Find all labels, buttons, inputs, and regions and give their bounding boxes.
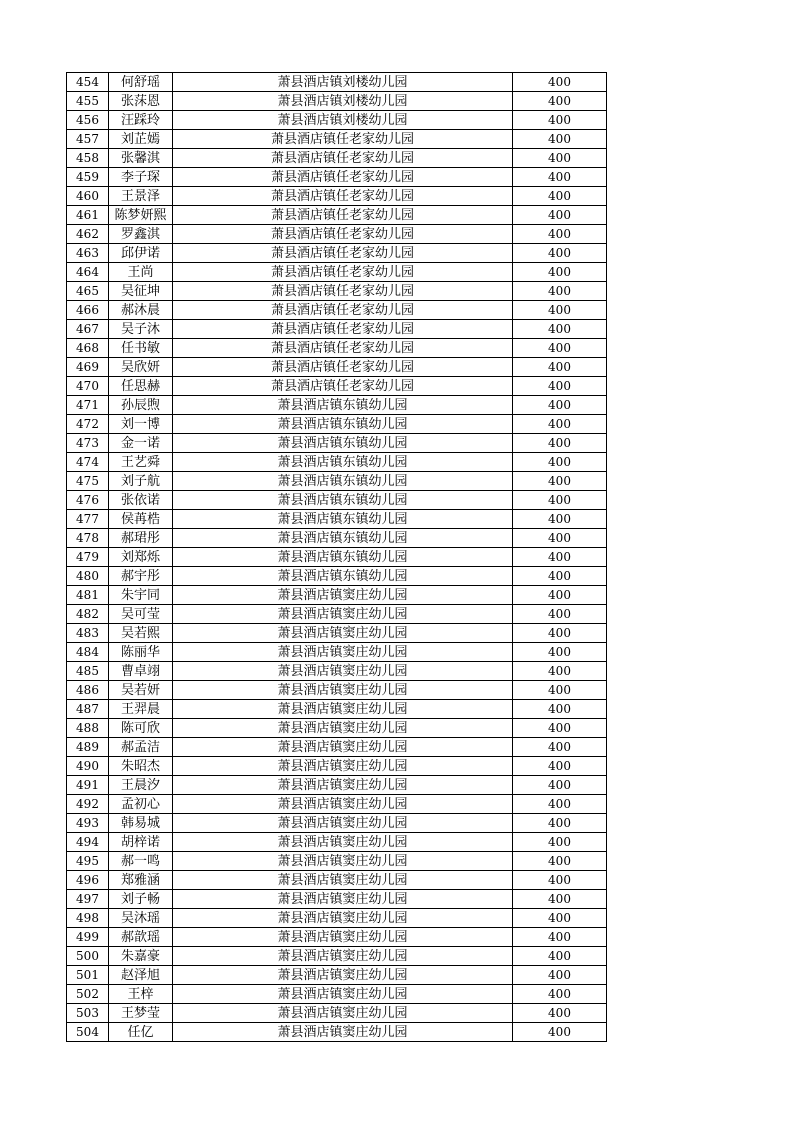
amount-cell: 400 — [513, 719, 607, 738]
kindergarten-name-cell: 萧县酒店镇窦庄幼儿园 — [173, 795, 513, 814]
amount-cell: 400 — [513, 567, 607, 586]
kindergarten-name-cell: 萧县酒店镇刘楼幼儿园 — [173, 73, 513, 92]
row-number-cell: 475 — [67, 472, 109, 491]
table-row — [67, 73, 607, 92]
kindergarten-name-cell: 萧县酒店镇窦庄幼儿园 — [173, 757, 513, 776]
kindergarten-name-cell: 萧县酒店镇窦庄幼儿园 — [173, 890, 513, 909]
table-row — [67, 320, 607, 339]
row-number-cell: 490 — [67, 757, 109, 776]
kindergarten-name-cell: 萧县酒店镇窦庄幼儿园 — [173, 833, 513, 852]
table-row — [67, 187, 607, 206]
table-row — [67, 472, 607, 491]
row-number-cell: 455 — [67, 92, 109, 111]
amount-cell: 400 — [513, 681, 607, 700]
table-body — [67, 73, 607, 1042]
row-number-cell: 500 — [67, 947, 109, 966]
table-row — [67, 738, 607, 757]
table-row — [67, 282, 607, 301]
amount-cell: 400 — [513, 852, 607, 871]
kindergarten-name-cell: 萧县酒店镇东镇幼儿园 — [173, 491, 513, 510]
kindergarten-name-cell: 萧县酒店镇窦庄幼儿园 — [173, 624, 513, 643]
data-table — [66, 72, 607, 1042]
kindergarten-name-cell: 萧县酒店镇窦庄幼儿园 — [173, 871, 513, 890]
amount-cell: 400 — [513, 510, 607, 529]
child-name-cell: 吴欣妍 — [109, 358, 173, 377]
child-name-cell: 刘一博 — [109, 415, 173, 434]
row-number-cell: 466 — [67, 301, 109, 320]
row-number-cell: 457 — [67, 130, 109, 149]
table-row — [67, 510, 607, 529]
row-number-cell: 477 — [67, 510, 109, 529]
table-row — [67, 567, 607, 586]
child-name-cell: 侯苒梏 — [109, 510, 173, 529]
amount-cell: 400 — [513, 928, 607, 947]
amount-cell: 400 — [513, 263, 607, 282]
kindergarten-name-cell: 萧县酒店镇东镇幼儿园 — [173, 396, 513, 415]
child-name-cell: 胡梓诺 — [109, 833, 173, 852]
child-name-cell: 朱嘉豪 — [109, 947, 173, 966]
child-name-cell: 陈梦妍熙 — [109, 206, 173, 225]
table-row — [67, 890, 607, 909]
table-row — [67, 662, 607, 681]
amount-cell: 400 — [513, 605, 607, 624]
child-name-cell: 陈可欣 — [109, 719, 173, 738]
amount-cell: 400 — [513, 529, 607, 548]
amount-cell: 400 — [513, 244, 607, 263]
amount-cell: 400 — [513, 472, 607, 491]
amount-cell: 400 — [513, 149, 607, 168]
amount-cell: 400 — [513, 1004, 607, 1023]
kindergarten-name-cell: 萧县酒店镇任老家幼儿园 — [173, 377, 513, 396]
amount-cell: 400 — [513, 966, 607, 985]
child-name-cell: 任书敏 — [109, 339, 173, 358]
child-name-cell: 王梦莹 — [109, 1004, 173, 1023]
amount-cell: 400 — [513, 795, 607, 814]
table-row — [67, 966, 607, 985]
row-number-cell: 483 — [67, 624, 109, 643]
child-name-cell: 韩易城 — [109, 814, 173, 833]
row-number-cell: 488 — [67, 719, 109, 738]
child-name-cell: 汪踩玲 — [109, 111, 173, 130]
table-row — [67, 130, 607, 149]
row-number-cell: 461 — [67, 206, 109, 225]
child-name-cell: 吴征坤 — [109, 282, 173, 301]
amount-cell: 400 — [513, 453, 607, 472]
table-row — [67, 833, 607, 852]
kindergarten-name-cell: 萧县酒店镇任老家幼儿园 — [173, 187, 513, 206]
kindergarten-name-cell: 萧县酒店镇东镇幼儿园 — [173, 548, 513, 567]
row-number-cell: 493 — [67, 814, 109, 833]
row-number-cell: 501 — [67, 966, 109, 985]
amount-cell: 400 — [513, 434, 607, 453]
child-name-cell: 吴子沐 — [109, 320, 173, 339]
row-number-cell: 498 — [67, 909, 109, 928]
table-row — [67, 624, 607, 643]
kindergarten-name-cell: 萧县酒店镇窦庄幼儿园 — [173, 985, 513, 1004]
amount-cell: 400 — [513, 111, 607, 130]
kindergarten-name-cell: 萧县酒店镇任老家幼儿园 — [173, 225, 513, 244]
row-number-cell: 476 — [67, 491, 109, 510]
kindergarten-name-cell: 萧县酒店镇刘楼幼儿园 — [173, 92, 513, 111]
child-name-cell: 邱伊诺 — [109, 244, 173, 263]
amount-cell: 400 — [513, 643, 607, 662]
table-row — [67, 947, 607, 966]
kindergarten-name-cell: 萧县酒店镇东镇幼儿园 — [173, 529, 513, 548]
child-name-cell: 罗鑫淇 — [109, 225, 173, 244]
amount-cell: 400 — [513, 415, 607, 434]
amount-cell: 400 — [513, 757, 607, 776]
amount-cell: 400 — [513, 168, 607, 187]
row-number-cell: 491 — [67, 776, 109, 795]
row-number-cell: 471 — [67, 396, 109, 415]
kindergarten-name-cell: 萧县酒店镇窦庄幼儿园 — [173, 662, 513, 681]
kindergarten-name-cell: 萧县酒店镇窦庄幼儿园 — [173, 814, 513, 833]
amount-cell: 400 — [513, 73, 607, 92]
amount-cell: 400 — [513, 187, 607, 206]
child-name-cell: 张依诺 — [109, 491, 173, 510]
table-row — [67, 814, 607, 833]
amount-cell: 400 — [513, 871, 607, 890]
table-row — [67, 453, 607, 472]
child-name-cell: 郝沐晨 — [109, 301, 173, 320]
row-number-cell: 481 — [67, 586, 109, 605]
child-name-cell: 郝珺彤 — [109, 529, 173, 548]
kindergarten-name-cell: 萧县酒店镇窦庄幼儿园 — [173, 700, 513, 719]
child-name-cell: 郑雅涵 — [109, 871, 173, 890]
row-number-cell: 470 — [67, 377, 109, 396]
kindergarten-name-cell: 萧县酒店镇刘楼幼儿园 — [173, 111, 513, 130]
child-name-cell: 郝孟洁 — [109, 738, 173, 757]
row-number-cell: 472 — [67, 415, 109, 434]
table-row — [67, 491, 607, 510]
child-name-cell: 刘郑烁 — [109, 548, 173, 567]
amount-cell: 400 — [513, 586, 607, 605]
table-row — [67, 415, 607, 434]
kindergarten-name-cell: 萧县酒店镇任老家幼儿园 — [173, 301, 513, 320]
kindergarten-name-cell: 萧县酒店镇窦庄幼儿园 — [173, 738, 513, 757]
table-row — [67, 244, 607, 263]
kindergarten-name-cell: 萧县酒店镇窦庄幼儿园 — [173, 719, 513, 738]
row-number-cell: 458 — [67, 149, 109, 168]
kindergarten-name-cell: 萧县酒店镇东镇幼儿园 — [173, 472, 513, 491]
child-name-cell: 孟初心 — [109, 795, 173, 814]
row-number-cell: 456 — [67, 111, 109, 130]
child-name-cell: 郝歆瑶 — [109, 928, 173, 947]
kindergarten-name-cell: 萧县酒店镇窦庄幼儿园 — [173, 966, 513, 985]
kindergarten-name-cell: 萧县酒店镇东镇幼儿园 — [173, 434, 513, 453]
table-row — [67, 605, 607, 624]
amount-cell: 400 — [513, 909, 607, 928]
amount-cell: 400 — [513, 947, 607, 966]
table-row — [67, 757, 607, 776]
child-name-cell: 郝一鸣 — [109, 852, 173, 871]
amount-cell: 400 — [513, 700, 607, 719]
table-row — [67, 643, 607, 662]
child-name-cell: 郝宇彤 — [109, 567, 173, 586]
row-number-cell: 464 — [67, 263, 109, 282]
table-row — [67, 149, 607, 168]
table-row — [67, 548, 607, 567]
row-number-cell: 484 — [67, 643, 109, 662]
table-row — [67, 719, 607, 738]
child-name-cell: 吴若妍 — [109, 681, 173, 700]
amount-cell: 400 — [513, 301, 607, 320]
child-name-cell: 王艺舜 — [109, 453, 173, 472]
row-number-cell: 478 — [67, 529, 109, 548]
child-name-cell: 王梓 — [109, 985, 173, 1004]
table-row — [67, 111, 607, 130]
row-number-cell: 460 — [67, 187, 109, 206]
amount-cell: 400 — [513, 320, 607, 339]
table-row — [67, 168, 607, 187]
child-name-cell: 刘芷嫣 — [109, 130, 173, 149]
row-number-cell: 467 — [67, 320, 109, 339]
table-row — [67, 529, 607, 548]
child-name-cell: 王尚 — [109, 263, 173, 282]
child-name-cell: 朱宇同 — [109, 586, 173, 605]
table-row — [67, 92, 607, 111]
amount-cell: 400 — [513, 662, 607, 681]
row-number-cell: 468 — [67, 339, 109, 358]
table-row — [67, 700, 607, 719]
amount-cell: 400 — [513, 396, 607, 415]
kindergarten-name-cell: 萧县酒店镇任老家幼儿园 — [173, 358, 513, 377]
kindergarten-name-cell: 萧县酒店镇窦庄幼儿园 — [173, 643, 513, 662]
kindergarten-name-cell: 萧县酒店镇窦庄幼儿园 — [173, 947, 513, 966]
row-number-cell: 462 — [67, 225, 109, 244]
amount-cell: 400 — [513, 624, 607, 643]
kindergarten-name-cell: 萧县酒店镇东镇幼儿园 — [173, 415, 513, 434]
amount-cell: 400 — [513, 225, 607, 244]
table-row — [67, 377, 607, 396]
table-row — [67, 206, 607, 225]
kindergarten-name-cell: 萧县酒店镇任老家幼儿园 — [173, 282, 513, 301]
kindergarten-name-cell: 萧县酒店镇任老家幼儿园 — [173, 263, 513, 282]
amount-cell: 400 — [513, 1023, 607, 1042]
row-number-cell: 459 — [67, 168, 109, 187]
table-row — [67, 1004, 607, 1023]
row-number-cell: 499 — [67, 928, 109, 947]
child-name-cell: 张馨淇 — [109, 149, 173, 168]
row-number-cell: 474 — [67, 453, 109, 472]
table-row — [67, 852, 607, 871]
row-number-cell: 485 — [67, 662, 109, 681]
child-name-cell: 吴沐瑶 — [109, 909, 173, 928]
table-row — [67, 358, 607, 377]
child-name-cell: 刘子航 — [109, 472, 173, 491]
child-name-cell: 陈丽华 — [109, 643, 173, 662]
kindergarten-name-cell: 萧县酒店镇窦庄幼儿园 — [173, 1004, 513, 1023]
child-name-cell: 吴可莹 — [109, 605, 173, 624]
row-number-cell: 502 — [67, 985, 109, 1004]
amount-cell: 400 — [513, 833, 607, 852]
amount-cell: 400 — [513, 358, 607, 377]
table-row — [67, 909, 607, 928]
table-row — [67, 795, 607, 814]
child-name-cell: 王景泽 — [109, 187, 173, 206]
child-name-cell: 王羿晨 — [109, 700, 173, 719]
row-number-cell: 503 — [67, 1004, 109, 1023]
child-name-cell: 朱昭杰 — [109, 757, 173, 776]
amount-cell: 400 — [513, 548, 607, 567]
amount-cell: 400 — [513, 92, 607, 111]
row-number-cell: 473 — [67, 434, 109, 453]
row-number-cell: 463 — [67, 244, 109, 263]
amount-cell: 400 — [513, 890, 607, 909]
kindergarten-name-cell: 萧县酒店镇任老家幼儿园 — [173, 149, 513, 168]
table-row — [67, 928, 607, 947]
amount-cell: 400 — [513, 130, 607, 149]
table-row — [67, 681, 607, 700]
kindergarten-name-cell: 萧县酒店镇任老家幼儿园 — [173, 130, 513, 149]
kindergarten-name-cell: 萧县酒店镇任老家幼儿园 — [173, 168, 513, 187]
child-name-cell: 吴若熙 — [109, 624, 173, 643]
table-row — [67, 263, 607, 282]
kindergarten-name-cell: 萧县酒店镇窦庄幼儿园 — [173, 909, 513, 928]
kindergarten-name-cell: 萧县酒店镇任老家幼儿园 — [173, 206, 513, 225]
kindergarten-name-cell: 萧县酒店镇任老家幼儿园 — [173, 320, 513, 339]
amount-cell: 400 — [513, 282, 607, 301]
child-name-cell: 何舒瑶 — [109, 73, 173, 92]
table-row — [67, 586, 607, 605]
table-row — [67, 871, 607, 890]
kindergarten-name-cell: 萧县酒店镇窦庄幼儿园 — [173, 681, 513, 700]
kindergarten-name-cell: 萧县酒店镇窦庄幼儿园 — [173, 605, 513, 624]
table-row — [67, 301, 607, 320]
table-row — [67, 1023, 607, 1042]
table-row — [67, 776, 607, 795]
table-row — [67, 434, 607, 453]
child-name-cell: 任思赫 — [109, 377, 173, 396]
table-row — [67, 396, 607, 415]
kindergarten-name-cell: 萧县酒店镇窦庄幼儿园 — [173, 586, 513, 605]
child-name-cell: 曹卓翊 — [109, 662, 173, 681]
kindergarten-name-cell: 萧县酒店镇窦庄幼儿园 — [173, 852, 513, 871]
row-number-cell: 495 — [67, 852, 109, 871]
kindergarten-name-cell: 萧县酒店镇任老家幼儿园 — [173, 244, 513, 263]
table-row — [67, 225, 607, 244]
kindergarten-name-cell: 萧县酒店镇窦庄幼儿园 — [173, 928, 513, 947]
child-name-cell: 任亿 — [109, 1023, 173, 1042]
kindergarten-name-cell: 萧县酒店镇窦庄幼儿园 — [173, 776, 513, 795]
child-name-cell: 张莯恩 — [109, 92, 173, 111]
row-number-cell: 497 — [67, 890, 109, 909]
table-row — [67, 339, 607, 358]
amount-cell: 400 — [513, 776, 607, 795]
row-number-cell: 487 — [67, 700, 109, 719]
row-number-cell: 479 — [67, 548, 109, 567]
row-number-cell: 504 — [67, 1023, 109, 1042]
child-name-cell: 赵泽旭 — [109, 966, 173, 985]
row-number-cell: 492 — [67, 795, 109, 814]
row-number-cell: 482 — [67, 605, 109, 624]
amount-cell: 400 — [513, 491, 607, 510]
kindergarten-name-cell: 萧县酒店镇任老家幼儿园 — [173, 339, 513, 358]
row-number-cell: 480 — [67, 567, 109, 586]
row-number-cell: 469 — [67, 358, 109, 377]
child-name-cell: 王晨汐 — [109, 776, 173, 795]
amount-cell: 400 — [513, 377, 607, 396]
amount-cell: 400 — [513, 985, 607, 1004]
amount-cell: 400 — [513, 814, 607, 833]
amount-cell: 400 — [513, 738, 607, 757]
kindergarten-name-cell: 萧县酒店镇东镇幼儿园 — [173, 510, 513, 529]
child-name-cell: 李子琛 — [109, 168, 173, 187]
row-number-cell: 496 — [67, 871, 109, 890]
table-row — [67, 985, 607, 1004]
child-name-cell: 金一诺 — [109, 434, 173, 453]
row-number-cell: 486 — [67, 681, 109, 700]
child-name-cell: 刘子畅 — [109, 890, 173, 909]
kindergarten-name-cell: 萧县酒店镇东镇幼儿园 — [173, 453, 513, 472]
row-number-cell: 454 — [67, 73, 109, 92]
amount-cell: 400 — [513, 206, 607, 225]
kindergarten-name-cell: 萧县酒店镇东镇幼儿园 — [173, 567, 513, 586]
amount-cell: 400 — [513, 339, 607, 358]
row-number-cell: 494 — [67, 833, 109, 852]
row-number-cell: 489 — [67, 738, 109, 757]
row-number-cell: 465 — [67, 282, 109, 301]
child-name-cell: 孙辰煦 — [109, 396, 173, 415]
kindergarten-name-cell: 萧县酒店镇窦庄幼儿园 — [173, 1023, 513, 1042]
